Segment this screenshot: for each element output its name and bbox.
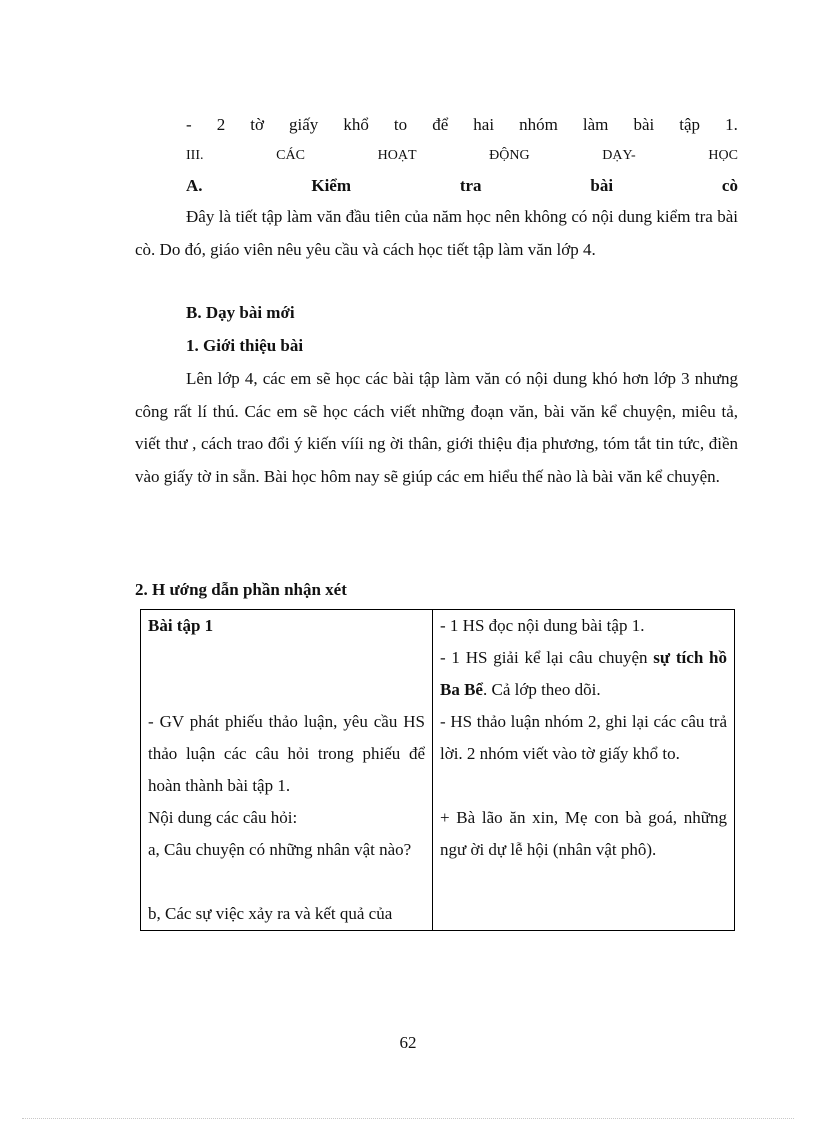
student-step-2: - 1 HS giải kể lại câu chuyện sự tích hồ Ba Bể. Cả lớp theo dõi.: [440, 648, 727, 699]
exercise-title: Bài tập 1: [148, 616, 214, 635]
section-a-heading: A. Kiểm tra bài cò: [186, 176, 738, 195]
activity-table: [140, 609, 735, 931]
student-step-1: - 1 HS đọc nội dung bài tập 1.: [440, 616, 645, 635]
paragraph-b1: Lên lớp 4, các em sẽ học các bài tập làm văn có nội dung khó hơn lớp 3 nhưng công rất lí thú. Các em sẽ học cách viết những đoạn văn, bài văn kể chuyện, miêu tả, viết thư , cách trao đổi ý kiến vííi ng ời thân, giới thiệu địa phương, tóm tắt tin tức, điền vào giấy tờ in sẵn. Bài học hôm nay sẽ giúp các em hiểu thế nào là bài văn kể chuyện.: [135, 369, 738, 486]
student-step-3: - HS thảo luận nhóm 2, ghi lại các câu trả lời. 2 nhóm viết vào tờ giấy khổ to.: [440, 712, 727, 763]
answer-a: + Bà lão ăn xin, Mẹ con bà goá, những ngư ời dự lễ hội (nhân vật phô).: [440, 808, 727, 859]
materials-line: - 2 tờ giấy khổ to để hai nhóm làm bài tập 1.: [186, 115, 738, 134]
student-column: [433, 610, 735, 931]
section-iii-heading: III. CÁC HOẠT ĐỘNG DẠY- HỌC: [186, 148, 738, 163]
paragraph-a: Đây là tiết tập làm văn đầu tiên của năm học nên không có nội dung kiểm tra bài cò. Do đó, giáo viên nêu yêu cầu và cách học tiết tập làm văn lớp 4.: [135, 207, 738, 259]
heading-b1: 1. Giới thiệu bài: [186, 336, 304, 355]
footer-divider: [22, 1118, 794, 1119]
questions-label: Nội dung các câu hỏi:: [148, 808, 298, 827]
page-number: 62: [399, 1033, 417, 1052]
teacher-instruction: - GV phát phiếu thảo luận, yêu cầu HS thảo luận các câu hỏi trong phiếu để hoàn thành bài tập 1.: [148, 712, 425, 795]
question-b: b, Các sự việc xảy ra và kết quả của: [148, 904, 393, 923]
heading-b: B. Dạy bài mới: [186, 303, 295, 322]
teacher-column: [141, 610, 433, 931]
heading-b2: 2. H ướng dẫn phần nhận xét: [135, 580, 347, 599]
question-a: a, Câu chuyện có những nhân vật nào?: [148, 840, 412, 859]
